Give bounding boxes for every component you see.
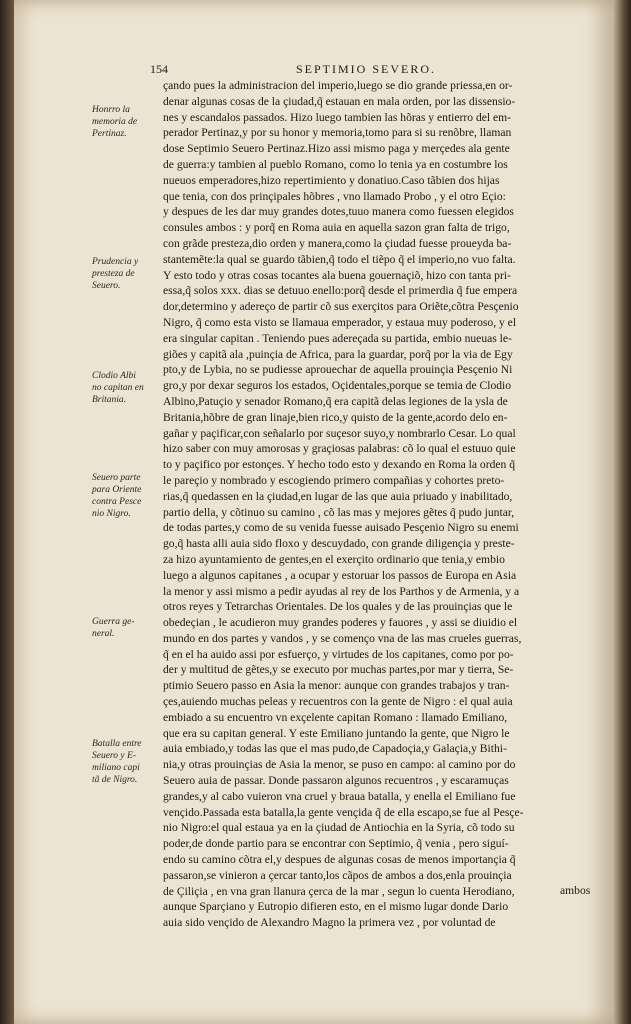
marginal-note (92, 616, 158, 640)
text-line: dor,determino y adereço de partir cõ sus exerçitos para Oriẽte,cõtra Pesçenio (163, 300, 519, 314)
text-line: nio Nigro:el qual estaua ya en la çiudad de Antiochia en la Syria, cõ todo su (163, 821, 515, 835)
marginal-note (92, 370, 158, 406)
text-line: embiado a su encuentro vn exçelente capitan Romano : llamado Emiliano, (163, 710, 508, 724)
text-line: hizo saber con muy amorosas y graçiosas palabras: cõ lo qual el estuuo quie (163, 442, 516, 456)
text-line: auia embiado,y todas las que el mas pudo,de Capadoçia,y Galaçia,y Bithi- (163, 742, 507, 756)
text-line: nueuos emperadores,hizo repertimiento y donatiuo.Caso tãbien dos hijas (163, 173, 500, 187)
marginal-note-line: memoria de (92, 117, 138, 127)
marginal-note-line: tã de Nigro. (92, 775, 138, 785)
text-line: denar algunas cosas de la çiudad,q̃ estauan en mala orden, por las dissensio- (163, 94, 516, 108)
marginal-note (92, 256, 158, 292)
text-line: gañar y paçificar,con señalarlo por suçesor suyo,y nombrarlo Cesar. Lo qual (163, 426, 516, 440)
text-line: grandes,y al cabo vuieron vna cruel y braua batalla, y enella el Emiliano fue (163, 789, 516, 803)
text-line: pto,y de Lybia, no se pudiesse aprouechar de aquella prouinçia Pesçenio Ni (163, 363, 513, 377)
text-line: Seuero auia de passar. Donde passaron algunos recuentros , y escaramuças (163, 774, 509, 788)
text-line: çes,auiendo muchas peleas y recuentros con la gente de Nigro : el qual auia (163, 695, 513, 709)
text-line: de todas partes,y como de su venida fuesse auisado Pesçenio Nigro su enemi (163, 521, 519, 535)
text-line: aunque Sparçiano y Eutropio difieren esto, en el mismo lugar donde Dario (163, 900, 509, 914)
marginal-note-line: miliano capi (92, 763, 140, 773)
text-line: go,q̃ hasta alli auia sido floxo y descuydado, con grande diligençia y preste- (163, 537, 515, 551)
marginal-note-line: presteza de (92, 269, 135, 279)
page-edge (614, 0, 631, 1024)
text-line: nes y escandalos passados. Hizo luego tambien las hõras y entierro del em- (163, 110, 512, 124)
text-line: stantemẽte:la qual se guardo tãbien,q̃ todo el tiẽpo q̃ el imperio,no vuo falta. (163, 252, 516, 266)
text-line: Nigro, q̃ como esta visto se llamaua emperador, y estaua muy poderoso, y el (163, 315, 517, 329)
folio-number: 154 (150, 62, 168, 76)
text-line: otros reyes y Tetrarchas Orientales. De los quales y de las prouinçias que le (163, 600, 513, 614)
text-line: consules ambos : y porq̃ en Roma auia en aquella sazon gran falta de trigo, (163, 221, 510, 235)
text-line: dose Septimio Seuero Pertinaz.Hizo assi mismo paga y merçedes ala gente (163, 142, 510, 156)
marginal-note-line: Seuero parte (92, 473, 141, 483)
text-line: auia sido vençido de Alexandro Magno la primera vez , por voluntad de (163, 916, 496, 930)
marginal-note-line: Prudencia y (92, 257, 139, 267)
text-line: essa,q̃ solos xxx. dias se detuuo enello:porq̃ desde el primerdia q̃ fue empera (163, 284, 518, 298)
text-line: y despues de les dar muy grandes dotes,tuuo manera como fuessen elegidos (163, 205, 514, 219)
text-line: q̃ en el ha auido assi por esfuerço, y virtudes de los capitanes, como por po- (163, 647, 514, 661)
text-line: za hizo ayuntamiento de gentes,en el exerçito ordinario que tenia,y embio (163, 552, 505, 566)
text-line: la menor y assi mismo a pedir ayudas al rey de los Parthos y de Armenia, y a (163, 584, 520, 598)
marginal-note-line: Batalla entre (92, 739, 142, 749)
text-line: partio della, y cõtinuo su camino , cõ las mas y mejores gẽtes q̃ pudo juntar, (163, 505, 515, 519)
marginal-note-line: Britania. (92, 395, 127, 405)
text-line: vençido.Passada esta batalla,la gente vençida q̃ de ella escapo,se fue al Pesçe- (163, 805, 524, 819)
text-line: rias,q̃ quedassen en la çiudad,en lugar de las que auia priuado y inabilitado, (163, 489, 513, 503)
text-line: gro,y por dexar seguros los estados, Oçidentales,porque se temia de Clodio (163, 379, 512, 393)
body-text (163, 78, 609, 931)
marginal-note-line: Pertinaz. (92, 129, 127, 139)
marginal-note-line: Clodio Albi (92, 371, 136, 381)
text-line: nia,y otras prouinçias de Asia la menor, se puso en campo: al camino por do (163, 758, 516, 772)
text-line: de Çiliçia , en vna gran llanura çerca de la mar , segun lo cuenta Herodiano, (163, 884, 515, 898)
marginal-note-line: neral. (92, 629, 115, 639)
text-line: çando pues la administracion del imperio,luego se dio grande priessa,en or- (163, 79, 513, 92)
marginal-note-line: contra Pesce (92, 497, 142, 507)
marginal-note-line: no capitan en (92, 383, 144, 393)
text-line: ptimio Seuero passo en Asia la menor: aunque con grandes trabajos y tran- (163, 679, 510, 693)
text-line: obedeçian , le acudieron muy grandes poderes y fauores , y assi se diuidio el (163, 616, 518, 630)
text-line: der y multitud de gẽtes,y se executo por muchas partes,por mar y tierra, Se- (163, 663, 514, 677)
text-line: Y esto todo y otras cosas tocantes ala buena gouernaçiõ, hizo con tanta pri- (163, 268, 511, 282)
text-line: passaron,se vinieron a çercar tanto,los cãpos de ambos a dos,enla prouinçia (163, 868, 512, 882)
text-line: perador Pertinaz,y por su honor y memoria,tomo para si su renõbre, llaman (163, 126, 512, 140)
marginal-note (92, 104, 158, 140)
text-line: de guerra:y tambien al pueblo Romano, como lo tenia ya en costumbre los (163, 157, 508, 171)
text-line: poder,de donde partio para se encontrar con Septimio, q̃ venia , pero siguí- (163, 837, 509, 851)
book-gutter (0, 0, 14, 1024)
marginal-note (92, 472, 158, 520)
text-line: mundo en dos partes y vandos , y se començo vna de las mas crueles guerras, (163, 631, 522, 645)
text-line: era singular capitan . Teniendo pues adereçada su partida, embio nueuas le- (163, 331, 512, 345)
marginal-note-line: nio Nigro. (92, 509, 131, 519)
marginal-note-line: Guerra ge- (92, 617, 135, 627)
page-header (150, 62, 600, 78)
text-line: Albino,Patuçio y senador Romano,q̃ era capitã delas legiones de la ysla de (163, 394, 508, 408)
marginal-note (92, 738, 158, 786)
marginal-note-line: para Oriente (92, 485, 142, 495)
text-line: to y paçifico por estonçes. Y hecho todo esto y dexando en Roma la orden q̃ (163, 458, 516, 472)
text-line: endo su camino cõtra el,y despues de algunas cosas de menos importançia q̃ (163, 853, 516, 867)
marginal-note-line: Honrro la (92, 105, 130, 115)
text-line: le pareçio y nombrado y escogiendo primero compañias y cohortes preto- (163, 473, 505, 487)
marginal-note-line: Seuero y E- (92, 751, 136, 761)
marginal-note-line: Seuero. (92, 281, 121, 291)
text-line: con grãde presteza,dio orden y manera,como la çiudad fuesse proueyda ba- (163, 236, 512, 250)
catchword: ambos (560, 884, 591, 897)
text-line: Britania,hõbre de gran linaje,bien rico,y quisto de la gente,acordo delo en- (163, 410, 508, 424)
text-line: que era su capitan general. Y este Emiliano juntando la gente, que Nigro le (163, 726, 510, 740)
running-title: SEPTIMIO SEVERO. (296, 62, 437, 76)
text-line: giões y capitã ala ,puinçia de Africa, para la guardar, porq̃ por la via de Egy (163, 347, 513, 361)
text-line: que tenia, con dos prinçipales hõbres , vno llamado Probo , y el otro Eçio: (163, 189, 506, 203)
text-line: luego a algunos capitanes , a ocupar y estoruar los passos de Europa en Asia (163, 568, 517, 582)
